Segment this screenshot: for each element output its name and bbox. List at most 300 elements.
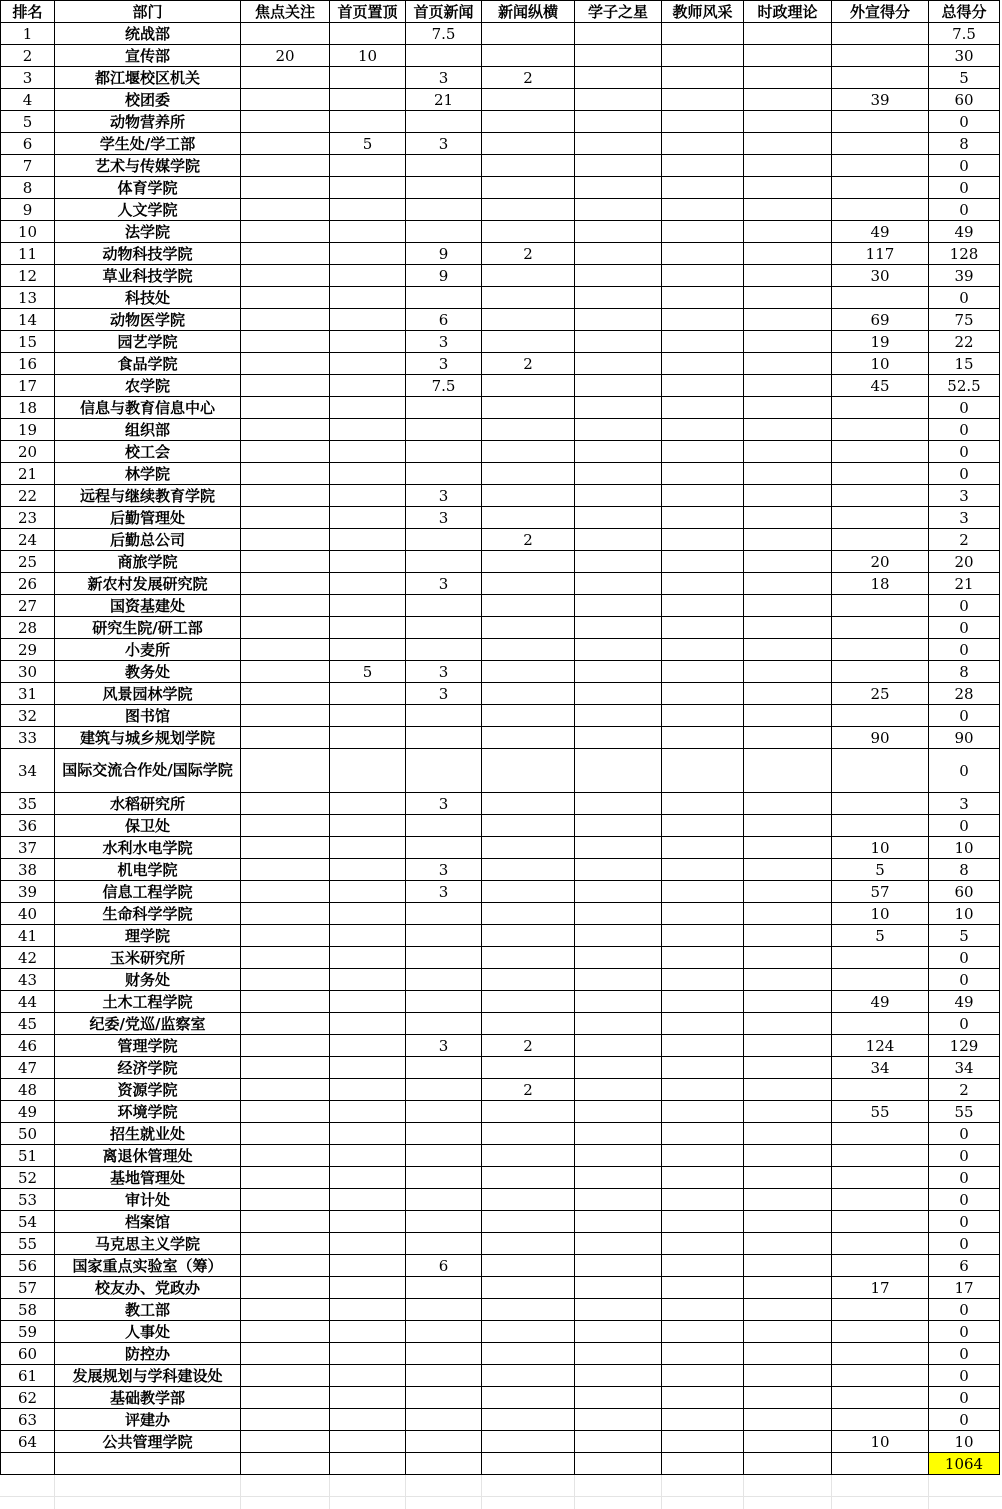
rank-cell[interactable]: 29 xyxy=(1,639,55,661)
focus-cell[interactable] xyxy=(241,155,330,177)
homepage-top-cell[interactable] xyxy=(330,529,406,551)
teacher-style-cell[interactable] xyxy=(662,199,744,221)
rank-cell[interactable]: 56 xyxy=(1,1255,55,1277)
homepage-top-cell[interactable] xyxy=(330,485,406,507)
homepage-news-cell[interactable]: 3 xyxy=(406,1035,482,1057)
external-score-cell[interactable] xyxy=(832,705,929,727)
external-score-cell[interactable] xyxy=(832,287,929,309)
external-score-cell[interactable] xyxy=(832,1233,929,1255)
homepage-top-cell[interactable] xyxy=(330,1431,406,1453)
homepage-top-cell[interactable]: 10 xyxy=(330,45,406,67)
sum-cell[interactable] xyxy=(55,1453,241,1475)
rank-cell[interactable]: 54 xyxy=(1,1211,55,1233)
rank-cell[interactable]: 46 xyxy=(1,1035,55,1057)
student-star-cell[interactable] xyxy=(575,551,662,573)
political-theory-cell[interactable] xyxy=(744,903,832,925)
homepage-news-cell[interactable] xyxy=(406,287,482,309)
teacher-style-cell[interactable] xyxy=(662,1167,744,1189)
news-overview-cell[interactable] xyxy=(482,1211,575,1233)
homepage-top-cell[interactable] xyxy=(330,397,406,419)
department-cell[interactable]: 远程与继续教育学院 xyxy=(55,485,241,507)
external-score-cell[interactable] xyxy=(832,661,929,683)
homepage-news-cell[interactable] xyxy=(406,595,482,617)
header-external-score[interactable]: 外宣得分 xyxy=(832,1,929,23)
teacher-style-cell[interactable] xyxy=(662,419,744,441)
student-star-cell[interactable] xyxy=(575,375,662,397)
news-overview-cell[interactable] xyxy=(482,903,575,925)
news-overview-cell[interactable] xyxy=(482,639,575,661)
political-theory-cell[interactable] xyxy=(744,551,832,573)
sum-cell[interactable] xyxy=(575,1453,662,1475)
homepage-news-cell[interactable]: 3 xyxy=(406,485,482,507)
political-theory-cell[interactable] xyxy=(744,309,832,331)
homepage-news-cell[interactable]: 3 xyxy=(406,133,482,155)
total-score-cell[interactable]: 0 xyxy=(929,419,1000,441)
news-overview-cell[interactable] xyxy=(482,1013,575,1035)
rank-cell[interactable]: 7 xyxy=(1,155,55,177)
teacher-style-cell[interactable] xyxy=(662,1079,744,1101)
student-star-cell[interactable] xyxy=(575,507,662,529)
news-overview-cell[interactable] xyxy=(482,1123,575,1145)
homepage-top-cell[interactable] xyxy=(330,1145,406,1167)
total-score-cell[interactable]: 3 xyxy=(929,793,1000,815)
homepage-top-cell[interactable] xyxy=(330,551,406,573)
student-star-cell[interactable] xyxy=(575,749,662,793)
teacher-style-cell[interactable] xyxy=(662,837,744,859)
rank-cell[interactable]: 2 xyxy=(1,45,55,67)
rank-cell[interactable]: 24 xyxy=(1,529,55,551)
student-star-cell[interactable] xyxy=(575,441,662,463)
focus-cell[interactable] xyxy=(241,419,330,441)
homepage-top-cell[interactable] xyxy=(330,815,406,837)
homepage-top-cell[interactable]: 5 xyxy=(330,661,406,683)
total-score-cell[interactable]: 0 xyxy=(929,1321,1000,1343)
external-score-cell[interactable] xyxy=(832,1365,929,1387)
news-overview-cell[interactable]: 2 xyxy=(482,243,575,265)
external-score-cell[interactable] xyxy=(832,749,929,793)
department-cell[interactable]: 教工部 xyxy=(55,1299,241,1321)
total-score-cell[interactable]: 0 xyxy=(929,287,1000,309)
focus-cell[interactable] xyxy=(241,1189,330,1211)
header-department[interactable]: 部门 xyxy=(55,1,241,23)
student-star-cell[interactable] xyxy=(575,1277,662,1299)
department-cell[interactable]: 统战部 xyxy=(55,23,241,45)
rank-cell[interactable]: 33 xyxy=(1,727,55,749)
focus-cell[interactable] xyxy=(241,573,330,595)
external-score-cell[interactable]: 124 xyxy=(832,1035,929,1057)
teacher-style-cell[interactable] xyxy=(662,1299,744,1321)
focus-cell[interactable] xyxy=(241,1057,330,1079)
department-cell[interactable]: 商旅学院 xyxy=(55,551,241,573)
rank-cell[interactable]: 48 xyxy=(1,1079,55,1101)
rank-cell[interactable]: 17 xyxy=(1,375,55,397)
news-overview-cell[interactable]: 2 xyxy=(482,67,575,89)
rank-cell[interactable]: 60 xyxy=(1,1343,55,1365)
homepage-top-cell[interactable] xyxy=(330,243,406,265)
homepage-top-cell[interactable] xyxy=(330,859,406,881)
focus-cell[interactable] xyxy=(241,111,330,133)
homepage-news-cell[interactable] xyxy=(406,1057,482,1079)
department-cell[interactable]: 动物医学院 xyxy=(55,309,241,331)
student-star-cell[interactable] xyxy=(575,309,662,331)
external-score-cell[interactable] xyxy=(832,1299,929,1321)
external-score-cell[interactable] xyxy=(832,529,929,551)
total-score-cell[interactable]: 5 xyxy=(929,67,1000,89)
total-score-cell[interactable]: 0 xyxy=(929,1365,1000,1387)
focus-cell[interactable] xyxy=(241,1123,330,1145)
teacher-style-cell[interactable] xyxy=(662,1321,744,1343)
department-cell[interactable]: 发展规划与学科建设处 xyxy=(55,1365,241,1387)
focus-cell[interactable] xyxy=(241,1013,330,1035)
focus-cell[interactable] xyxy=(241,485,330,507)
total-score-cell[interactable]: 0 xyxy=(929,1233,1000,1255)
external-score-cell[interactable]: 69 xyxy=(832,309,929,331)
focus-cell[interactable] xyxy=(241,925,330,947)
political-theory-cell[interactable] xyxy=(744,1255,832,1277)
external-score-cell[interactable] xyxy=(832,1189,929,1211)
focus-cell[interactable] xyxy=(241,1409,330,1431)
external-score-cell[interactable] xyxy=(832,397,929,419)
political-theory-cell[interactable] xyxy=(744,463,832,485)
news-overview-cell[interactable] xyxy=(482,1321,575,1343)
teacher-style-cell[interactable] xyxy=(662,727,744,749)
focus-cell[interactable] xyxy=(241,331,330,353)
grand-total-cell[interactable]: 1064 xyxy=(929,1453,1000,1475)
news-overview-cell[interactable] xyxy=(482,507,575,529)
political-theory-cell[interactable] xyxy=(744,507,832,529)
total-score-cell[interactable]: 0 xyxy=(929,155,1000,177)
total-score-cell[interactable]: 0 xyxy=(929,177,1000,199)
student-star-cell[interactable] xyxy=(575,1299,662,1321)
external-score-cell[interactable] xyxy=(832,1211,929,1233)
homepage-news-cell[interactable] xyxy=(406,1233,482,1255)
external-score-cell[interactable] xyxy=(832,1167,929,1189)
rank-cell[interactable]: 53 xyxy=(1,1189,55,1211)
focus-cell[interactable] xyxy=(241,837,330,859)
teacher-style-cell[interactable] xyxy=(662,507,744,529)
student-star-cell[interactable] xyxy=(575,1167,662,1189)
department-cell[interactable]: 人事处 xyxy=(55,1321,241,1343)
political-theory-cell[interactable] xyxy=(744,23,832,45)
political-theory-cell[interactable] xyxy=(744,969,832,991)
news-overview-cell[interactable] xyxy=(482,837,575,859)
student-star-cell[interactable] xyxy=(575,1123,662,1145)
sum-cell[interactable] xyxy=(832,1453,929,1475)
focus-cell[interactable] xyxy=(241,859,330,881)
focus-cell[interactable] xyxy=(241,67,330,89)
news-overview-cell[interactable] xyxy=(482,1057,575,1079)
rank-cell[interactable]: 41 xyxy=(1,925,55,947)
news-overview-cell[interactable] xyxy=(482,947,575,969)
student-star-cell[interactable] xyxy=(575,1343,662,1365)
total-score-cell[interactable]: 10 xyxy=(929,837,1000,859)
homepage-news-cell[interactable] xyxy=(406,727,482,749)
rank-cell[interactable]: 19 xyxy=(1,419,55,441)
rank-cell[interactable]: 63 xyxy=(1,1409,55,1431)
sum-cell[interactable] xyxy=(406,1453,482,1475)
teacher-style-cell[interactable] xyxy=(662,463,744,485)
total-score-cell[interactable]: 22 xyxy=(929,331,1000,353)
rank-cell[interactable]: 25 xyxy=(1,551,55,573)
teacher-style-cell[interactable] xyxy=(662,177,744,199)
department-cell[interactable]: 防控办 xyxy=(55,1343,241,1365)
department-cell[interactable]: 国家重点实验室（筹） xyxy=(55,1255,241,1277)
homepage-news-cell[interactable]: 7.5 xyxy=(406,23,482,45)
total-score-cell[interactable]: 10 xyxy=(929,1431,1000,1453)
political-theory-cell[interactable] xyxy=(744,111,832,133)
total-score-cell[interactable]: 0 xyxy=(929,397,1000,419)
homepage-top-cell[interactable] xyxy=(330,1321,406,1343)
student-star-cell[interactable] xyxy=(575,1409,662,1431)
focus-cell[interactable] xyxy=(241,1035,330,1057)
external-score-cell[interactable] xyxy=(832,1145,929,1167)
homepage-news-cell[interactable]: 3 xyxy=(406,793,482,815)
homepage-news-cell[interactable]: 3 xyxy=(406,859,482,881)
student-star-cell[interactable] xyxy=(575,243,662,265)
political-theory-cell[interactable] xyxy=(744,441,832,463)
rank-cell[interactable]: 4 xyxy=(1,89,55,111)
homepage-top-cell[interactable] xyxy=(330,969,406,991)
focus-cell[interactable] xyxy=(241,551,330,573)
department-cell[interactable]: 公共管理学院 xyxy=(55,1431,241,1453)
homepage-news-cell[interactable]: 6 xyxy=(406,309,482,331)
homepage-news-cell[interactable] xyxy=(406,441,482,463)
department-cell[interactable]: 校友办、党政办 xyxy=(55,1277,241,1299)
total-score-cell[interactable]: 0 xyxy=(929,639,1000,661)
external-score-cell[interactable] xyxy=(832,947,929,969)
total-score-cell[interactable]: 128 xyxy=(929,243,1000,265)
rank-cell[interactable]: 1 xyxy=(1,23,55,45)
student-star-cell[interactable] xyxy=(575,1365,662,1387)
homepage-news-cell[interactable] xyxy=(406,1321,482,1343)
rank-cell[interactable]: 14 xyxy=(1,309,55,331)
homepage-news-cell[interactable] xyxy=(406,529,482,551)
header-homepage-news[interactable]: 首页新闻 xyxy=(406,1,482,23)
teacher-style-cell[interactable] xyxy=(662,1277,744,1299)
political-theory-cell[interactable] xyxy=(744,89,832,111)
student-star-cell[interactable] xyxy=(575,903,662,925)
total-score-cell[interactable]: 2 xyxy=(929,529,1000,551)
political-theory-cell[interactable] xyxy=(744,1211,832,1233)
rank-cell[interactable]: 43 xyxy=(1,969,55,991)
teacher-style-cell[interactable] xyxy=(662,1255,744,1277)
external-score-cell[interactable] xyxy=(832,639,929,661)
homepage-top-cell[interactable] xyxy=(330,331,406,353)
homepage-top-cell[interactable] xyxy=(330,1387,406,1409)
homepage-news-cell[interactable] xyxy=(406,1145,482,1167)
total-score-cell[interactable]: 0 xyxy=(929,199,1000,221)
rank-cell[interactable]: 39 xyxy=(1,881,55,903)
homepage-top-cell[interactable] xyxy=(330,1277,406,1299)
teacher-style-cell[interactable] xyxy=(662,573,744,595)
external-score-cell[interactable] xyxy=(832,1123,929,1145)
total-score-cell[interactable]: 3 xyxy=(929,507,1000,529)
homepage-news-cell[interactable] xyxy=(406,1343,482,1365)
teacher-style-cell[interactable] xyxy=(662,89,744,111)
homepage-top-cell[interactable] xyxy=(330,947,406,969)
homepage-news-cell[interactable]: 3 xyxy=(406,881,482,903)
teacher-style-cell[interactable] xyxy=(662,309,744,331)
focus-cell[interactable] xyxy=(241,1255,330,1277)
homepage-top-cell[interactable] xyxy=(330,595,406,617)
political-theory-cell[interactable] xyxy=(744,1409,832,1431)
homepage-top-cell[interactable] xyxy=(330,617,406,639)
homepage-top-cell[interactable] xyxy=(330,1233,406,1255)
focus-cell[interactable] xyxy=(241,815,330,837)
external-score-cell[interactable]: 45 xyxy=(832,375,929,397)
department-cell[interactable]: 校工会 xyxy=(55,441,241,463)
external-score-cell[interactable]: 49 xyxy=(832,991,929,1013)
sum-cell[interactable] xyxy=(662,1453,744,1475)
political-theory-cell[interactable] xyxy=(744,243,832,265)
homepage-news-cell[interactable] xyxy=(406,837,482,859)
student-star-cell[interactable] xyxy=(575,573,662,595)
student-star-cell[interactable] xyxy=(575,133,662,155)
political-theory-cell[interactable] xyxy=(744,265,832,287)
department-cell[interactable]: 信息工程学院 xyxy=(55,881,241,903)
homepage-top-cell[interactable] xyxy=(330,507,406,529)
total-score-cell[interactable]: 0 xyxy=(929,1167,1000,1189)
department-cell[interactable]: 食品学院 xyxy=(55,353,241,375)
student-star-cell[interactable] xyxy=(575,639,662,661)
focus-cell[interactable] xyxy=(241,903,330,925)
homepage-news-cell[interactable] xyxy=(406,1365,482,1387)
total-score-cell[interactable]: 7.5 xyxy=(929,23,1000,45)
department-cell[interactable]: 体育学院 xyxy=(55,177,241,199)
news-overview-cell[interactable] xyxy=(482,1189,575,1211)
department-cell[interactable]: 组织部 xyxy=(55,419,241,441)
focus-cell[interactable] xyxy=(241,683,330,705)
rank-cell[interactable]: 61 xyxy=(1,1365,55,1387)
department-cell[interactable]: 经济学院 xyxy=(55,1057,241,1079)
news-overview-cell[interactable] xyxy=(482,485,575,507)
total-score-cell[interactable]: 0 xyxy=(929,749,1000,793)
department-cell[interactable]: 图书馆 xyxy=(55,705,241,727)
teacher-style-cell[interactable] xyxy=(662,1409,744,1431)
teacher-style-cell[interactable] xyxy=(662,1145,744,1167)
student-star-cell[interactable] xyxy=(575,397,662,419)
student-star-cell[interactable] xyxy=(575,617,662,639)
news-overview-cell[interactable] xyxy=(482,661,575,683)
political-theory-cell[interactable] xyxy=(744,661,832,683)
news-overview-cell[interactable] xyxy=(482,1387,575,1409)
focus-cell[interactable] xyxy=(241,1321,330,1343)
department-cell[interactable]: 资源学院 xyxy=(55,1079,241,1101)
news-overview-cell[interactable] xyxy=(482,221,575,243)
news-overview-cell[interactable] xyxy=(482,1431,575,1453)
political-theory-cell[interactable] xyxy=(744,683,832,705)
student-star-cell[interactable] xyxy=(575,1211,662,1233)
homepage-top-cell[interactable] xyxy=(330,1211,406,1233)
focus-cell[interactable] xyxy=(241,617,330,639)
student-star-cell[interactable] xyxy=(575,793,662,815)
rank-cell[interactable]: 6 xyxy=(1,133,55,155)
department-cell[interactable]: 财务处 xyxy=(55,969,241,991)
header-total-score[interactable]: 总得分 xyxy=(929,1,1000,23)
teacher-style-cell[interactable] xyxy=(662,683,744,705)
rank-cell[interactable]: 26 xyxy=(1,573,55,595)
homepage-news-cell[interactable] xyxy=(406,1123,482,1145)
rank-cell[interactable]: 58 xyxy=(1,1299,55,1321)
rank-cell[interactable]: 49 xyxy=(1,1101,55,1123)
department-cell[interactable]: 机电学院 xyxy=(55,859,241,881)
total-score-cell[interactable]: 0 xyxy=(929,1123,1000,1145)
homepage-news-cell[interactable] xyxy=(406,1189,482,1211)
focus-cell[interactable] xyxy=(241,1233,330,1255)
external-score-cell[interactable] xyxy=(832,419,929,441)
homepage-news-cell[interactable] xyxy=(406,397,482,419)
homepage-top-cell[interactable] xyxy=(330,1189,406,1211)
focus-cell[interactable] xyxy=(241,595,330,617)
total-score-cell[interactable]: 49 xyxy=(929,221,1000,243)
department-cell[interactable]: 动物营养所 xyxy=(55,111,241,133)
focus-cell[interactable] xyxy=(241,969,330,991)
total-score-cell[interactable]: 0 xyxy=(929,1387,1000,1409)
political-theory-cell[interactable] xyxy=(744,991,832,1013)
homepage-news-cell[interactable] xyxy=(406,1431,482,1453)
teacher-style-cell[interactable] xyxy=(662,331,744,353)
external-score-cell[interactable]: 5 xyxy=(832,859,929,881)
external-score-cell[interactable] xyxy=(832,507,929,529)
news-overview-cell[interactable] xyxy=(482,1145,575,1167)
total-score-cell[interactable]: 0 xyxy=(929,815,1000,837)
total-score-cell[interactable]: 0 xyxy=(929,595,1000,617)
teacher-style-cell[interactable] xyxy=(662,1343,744,1365)
teacher-style-cell[interactable] xyxy=(662,617,744,639)
total-score-cell[interactable]: 75 xyxy=(929,309,1000,331)
political-theory-cell[interactable] xyxy=(744,67,832,89)
homepage-top-cell[interactable] xyxy=(330,287,406,309)
teacher-style-cell[interactable] xyxy=(662,67,744,89)
rank-cell[interactable]: 11 xyxy=(1,243,55,265)
focus-cell[interactable] xyxy=(241,947,330,969)
external-score-cell[interactable] xyxy=(832,617,929,639)
news-overview-cell[interactable] xyxy=(482,177,575,199)
external-score-cell[interactable] xyxy=(832,111,929,133)
political-theory-cell[interactable] xyxy=(744,375,832,397)
news-overview-cell[interactable] xyxy=(482,45,575,67)
student-star-cell[interactable] xyxy=(575,1189,662,1211)
total-score-cell[interactable]: 90 xyxy=(929,727,1000,749)
department-cell[interactable]: 信息与教育信息中心 xyxy=(55,397,241,419)
external-score-cell[interactable]: 17 xyxy=(832,1277,929,1299)
news-overview-cell[interactable] xyxy=(482,925,575,947)
political-theory-cell[interactable] xyxy=(744,133,832,155)
news-overview-cell[interactable] xyxy=(482,727,575,749)
teacher-style-cell[interactable] xyxy=(662,23,744,45)
news-overview-cell[interactable] xyxy=(482,397,575,419)
teacher-style-cell[interactable] xyxy=(662,441,744,463)
external-score-cell[interactable]: 10 xyxy=(832,353,929,375)
student-star-cell[interactable] xyxy=(575,925,662,947)
homepage-top-cell[interactable] xyxy=(330,705,406,727)
homepage-top-cell[interactable] xyxy=(330,441,406,463)
news-overview-cell[interactable] xyxy=(482,441,575,463)
total-score-cell[interactable]: 17 xyxy=(929,1277,1000,1299)
focus-cell[interactable] xyxy=(241,881,330,903)
news-overview-cell[interactable] xyxy=(482,419,575,441)
student-star-cell[interactable] xyxy=(575,23,662,45)
news-overview-cell[interactable] xyxy=(482,705,575,727)
focus-cell[interactable] xyxy=(241,1079,330,1101)
homepage-news-cell[interactable] xyxy=(406,639,482,661)
rank-cell[interactable]: 50 xyxy=(1,1123,55,1145)
political-theory-cell[interactable] xyxy=(744,1277,832,1299)
focus-cell[interactable] xyxy=(241,727,330,749)
total-score-cell[interactable]: 0 xyxy=(929,1211,1000,1233)
focus-cell[interactable] xyxy=(241,1145,330,1167)
news-overview-cell[interactable] xyxy=(482,1101,575,1123)
